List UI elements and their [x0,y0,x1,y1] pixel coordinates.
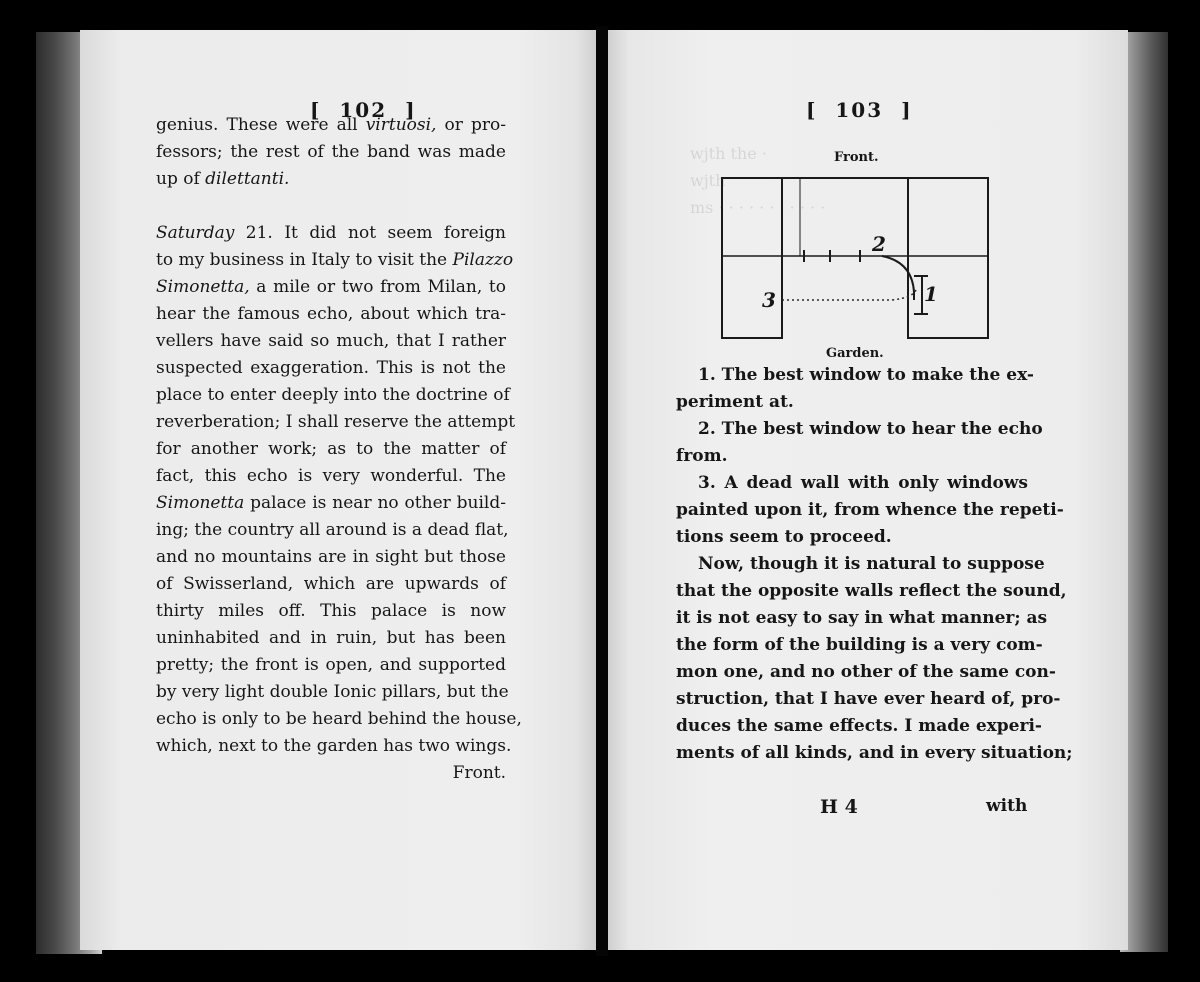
text-line [676,686,1061,713]
text-line [156,409,516,436]
line-text: 1. The best window to make the ex- [698,365,1034,385]
text-line [156,301,506,328]
line-text: mon one, and no other of the same con- [676,662,1056,682]
text-line [676,362,1034,389]
line-text: up of [156,169,206,189]
line-text: that the opposite walls reflect the sound, [676,581,1067,601]
italic-text: virtuosi, [365,115,437,135]
line-text: genius. These were all [156,115,366,135]
line-text: and no mountains are in sight but those [156,547,506,567]
text-line [676,416,1043,443]
text-line [676,713,1042,740]
text-line [156,490,506,517]
line-text: tions seem to proceed. [676,527,892,547]
line-text: palace is near no other build- [244,493,506,513]
italic-text: Simonetta [156,493,245,513]
line-text: or pro- [436,115,506,135]
catchword-right: with [986,796,1028,816]
diagram-marker-1: 1 [924,282,938,306]
text-line [676,740,1073,767]
line-text: hear the famous echo, about which tra- [156,304,506,324]
text-line [156,571,506,598]
text-line [676,578,1067,605]
text-line [676,497,1064,524]
italic-text: Saturday [156,223,235,243]
line-text: the form of the building is a very com- [676,635,1043,655]
book-gutter [596,26,608,956]
text-line [156,625,506,652]
italic-text: dilettanti. [205,169,290,189]
line-text: echo is only to be heard behind the house, [156,709,522,729]
text-line [156,706,522,733]
signature-mark: H 4 [820,796,858,818]
line-text: a mile or two from Milan, to [249,277,506,297]
line-text: 2. The best window to hear the echo [698,419,1043,439]
text-line [676,524,1028,551]
line-text: uninhabited and in ruin, but has been [156,628,506,648]
text-line [156,166,506,193]
text-line [156,274,506,301]
text-line [156,679,509,706]
line-text: thirty miles off. This palace is now [156,601,506,621]
floor-plan-diagram [712,140,998,366]
line-text: ing; the country all around is a dead flat, [156,520,509,540]
text-line [676,470,1028,497]
text-line [676,632,1043,659]
text-line [676,659,1056,686]
italic-text: Pilazzo [452,250,514,270]
line-text: Now, though it is natural to suppose [698,554,1045,574]
text-line [156,193,506,220]
text-line [156,652,506,679]
line-text: 21. It did not seem foreign [234,223,506,243]
line-text: which, next to the garden has two wings. [156,736,512,756]
catchword-left: Front. [452,763,506,783]
line-text: it is not easy to say in what manner; as [676,608,1048,628]
text-line [156,220,506,247]
right-page-body [676,362,1073,767]
text-line [676,551,1045,578]
left-page-body [156,112,522,787]
text-line [156,328,506,355]
text-line [156,112,506,139]
line-text: from. [676,446,728,466]
line-text: for another work; as to the matter of [156,439,506,459]
line-text: vellers have said so much, that I rather [156,331,506,351]
floor-plan-drawing [712,140,998,366]
line-text: of Swisserland, which are upwards of [156,574,506,594]
text-line [676,389,1028,416]
line-text: fessors; the rest of the band was made [156,142,506,162]
line-text: place to enter deeply into the doctrine of [156,385,510,405]
page-number-right: [ 103 ] [806,98,913,122]
text-line [156,247,514,274]
text-line [156,355,506,382]
line-text: periment at. [676,392,794,412]
page-number-left: [ 102 ] [310,98,417,122]
show-through-text: wjth the · wjth ms · · · · · · · · · · · [690,144,826,217]
diagram-label-front: Front. [834,150,879,165]
text-line [156,463,506,490]
italic-text: Simonetta, [156,277,250,297]
text-line [156,382,510,409]
line-text: by very light double Ionic pillars, but the [156,682,509,702]
line-text: fact, this echo is very wonderful. The [156,466,506,486]
line-text: pretty; the front is open, and supported [156,655,506,675]
diagram-label-garden: Garden. [826,346,884,361]
line-text: suspected exaggeration. This is not the [156,358,506,378]
text-line [156,436,506,463]
line-text: duces the same effects. I made experi- [676,716,1042,736]
line-text: ments of all kinds, and in every situation; [676,743,1073,763]
text-line [156,139,506,166]
diagram-marker-2: 2 [872,232,886,256]
line-text: struction, that I have ever heard of, pro- [676,689,1061,709]
text-line [156,598,506,625]
diagram-marker-3: 3 [762,288,776,312]
line-text: to my business in Italy to visit the [156,250,453,270]
text-line [676,605,1048,632]
text-line [156,733,512,760]
line-text: reverberation; I shall reserve the attempt [156,412,516,432]
line-text: 3. A dead wall with only windows [698,473,1028,493]
line-text: painted upon it, from whence the repeti- [676,500,1064,520]
text-line [156,544,506,571]
text-line [676,443,1028,470]
text-line [156,517,509,544]
